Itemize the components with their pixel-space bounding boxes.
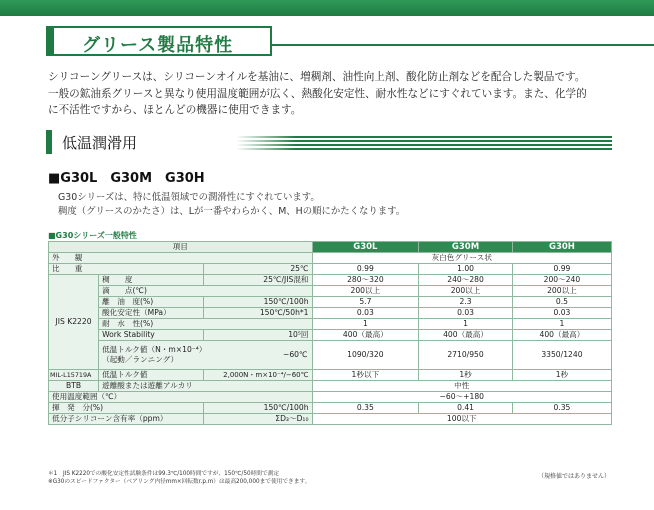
section-marker [46,130,52,154]
torque-label-line: （起動／ランニング） [102,355,179,364]
top-banner [0,0,654,16]
table-row [49,414,612,425]
row-label: 比 重 [49,264,204,275]
row-label: Work Stability [99,330,204,341]
cell-value: 200以上 [312,286,419,297]
row-condition: 25℃ [203,264,312,275]
cell-value: 400（最高） [419,330,513,341]
cell-value: 0.03 [312,308,419,319]
footnote-disclaimer: （規格値ではありません） [537,473,610,480]
title-divider [272,44,654,46]
footnotes [48,471,612,486]
header-product: G30H [512,242,611,253]
cell-value: 3350/1240 [512,341,611,370]
cell-value: 200以上 [419,286,513,297]
intro-paragraph [48,69,628,119]
table-row [49,330,612,341]
row-label: 滴 点(℃) [99,286,312,297]
description-line: G30シリーズは、特に低温領域での潤滑性にすぐれています。 [58,192,320,203]
group-label: MIL-L15719A [49,370,99,381]
cell-value: 200～240 [512,275,611,286]
cell-value: 1秒 [512,370,611,381]
product-series-heading: ■G30L G30M G30H [48,171,205,186]
row-label: 遊離酸または遊離アルカリ [99,381,312,392]
torque-label-line: 低温トルク値（N・m×10⁻⁴） [102,345,207,354]
intro-line: シリコーングリースは、シリコーンオイルを基油に、増稠剤、油性向上剤、酸化防止剤などを配合した製品です。 [48,71,586,83]
cell-value: 1 [419,319,513,330]
row-condition: 150℃/100h [203,297,312,308]
row-label: 酸化安定性（MPa） [99,308,204,319]
cell-value: 0.99 [512,264,611,275]
cell-value: 1.00 [419,264,513,275]
header-item: 項目 [49,242,313,253]
cell-value: 0.5 [512,297,611,308]
cell-value: 400（最高） [312,330,419,341]
row-label: 揮 発 分(%) [49,403,204,414]
table-row [49,341,612,370]
row-label: 使用温度範囲（℃） [49,392,313,403]
intro-line: 一般の鉱油系グリースと異なり使用温度範囲が広く、熱酸化安定性、耐水性などにすぐれています。また、化学的 [48,87,587,100]
table-row [49,308,612,319]
merged-value: −60～+180 [312,392,611,403]
table-row [49,264,612,275]
cell-value: 1 [312,319,419,330]
row-condition: 150℃/50h*1 [203,308,312,319]
cell-value: 0.03 [512,308,611,319]
row-label: 低分子シリコーン含有率（ppm） [49,414,204,425]
section-title: 低温潤滑用 [62,134,138,152]
row-condition: 10⁵回 [203,330,312,341]
section-stripes-fade [236,136,296,150]
row-label: 耐 水 性(%) [99,319,312,330]
footnote: ※G30のスピードファクター（ベアリング内径mm×回転数r.p.m）は最高200,000まで使用できます。 [48,478,311,485]
cell-value: 1090/320 [312,341,419,370]
cell-value: 0.03 [419,308,513,319]
section-header [46,130,612,154]
row-condition: 25℃/JIS混和 [203,275,312,286]
cell-value: 2.3 [419,297,513,308]
cell-value: 0.99 [312,264,419,275]
intro-line: に不活性ですから、ほとんどの機器に使用できます。 [48,104,302,116]
table-row [49,370,612,381]
cell-value: 0.41 [419,403,513,414]
group-label: JIS K2220 [49,275,99,370]
cell-value: 200以上 [512,286,611,297]
cell-value: 2710/950 [419,341,513,370]
header-product: G30M [419,242,513,253]
series-description [58,191,405,218]
cell-value: 1秒 [419,370,513,381]
merged-value: 中性 [312,381,611,392]
table-row [49,286,612,297]
page-title-box [46,26,272,56]
description-line: 稠度（グリースのかたさ）は、Lが一番やわらかく、M、Hの順にかたくなります。 [58,205,406,217]
cell-value: 240～280 [419,275,513,286]
row-label: 外 観 [49,253,313,264]
row-label: 稠 度 [99,275,204,286]
table-row [49,253,612,264]
group-label: BTB [49,381,99,392]
header-product: G30L [312,242,419,253]
merged-value: 灰白色グリース状 [312,253,611,264]
table-row [49,392,612,403]
cell-value: 280～320 [312,275,419,286]
row-label [99,341,312,370]
table-row [49,403,612,414]
cell-value: 5.7 [312,297,419,308]
row-label: 離 油 度(%) [99,297,204,308]
table-row [49,297,612,308]
cell-value: 0.35 [512,403,611,414]
row-condition: −60℃ [282,350,308,359]
merged-value: 100以下 [312,414,611,425]
cell-value: 1 [512,319,611,330]
row-condition: 150℃/100h [203,403,312,414]
cell-value: 1秒以下 [312,370,419,381]
page-title: グリース製品特性 [82,35,234,56]
row-condition: ΣD₃～D₁₀ [203,414,312,425]
row-condition: 2,000N・m×10⁻⁴/−60℃ [203,370,312,381]
table-title: ■G30シリーズ一般特性 [48,231,137,240]
footnote: ＊1 JIS K2220での酸化安定性試験条件は99.3℃/100時間ですが、150℃/50時間で測定 [48,471,280,477]
cell-value: 400（最高） [512,330,611,341]
row-label: 低温トルク値 [99,370,204,381]
properties-table [48,241,612,425]
table-row [49,319,612,330]
table-header-row [49,242,612,253]
table-row [49,275,612,286]
table-row [49,381,612,392]
cell-value: 0.35 [312,403,419,414]
